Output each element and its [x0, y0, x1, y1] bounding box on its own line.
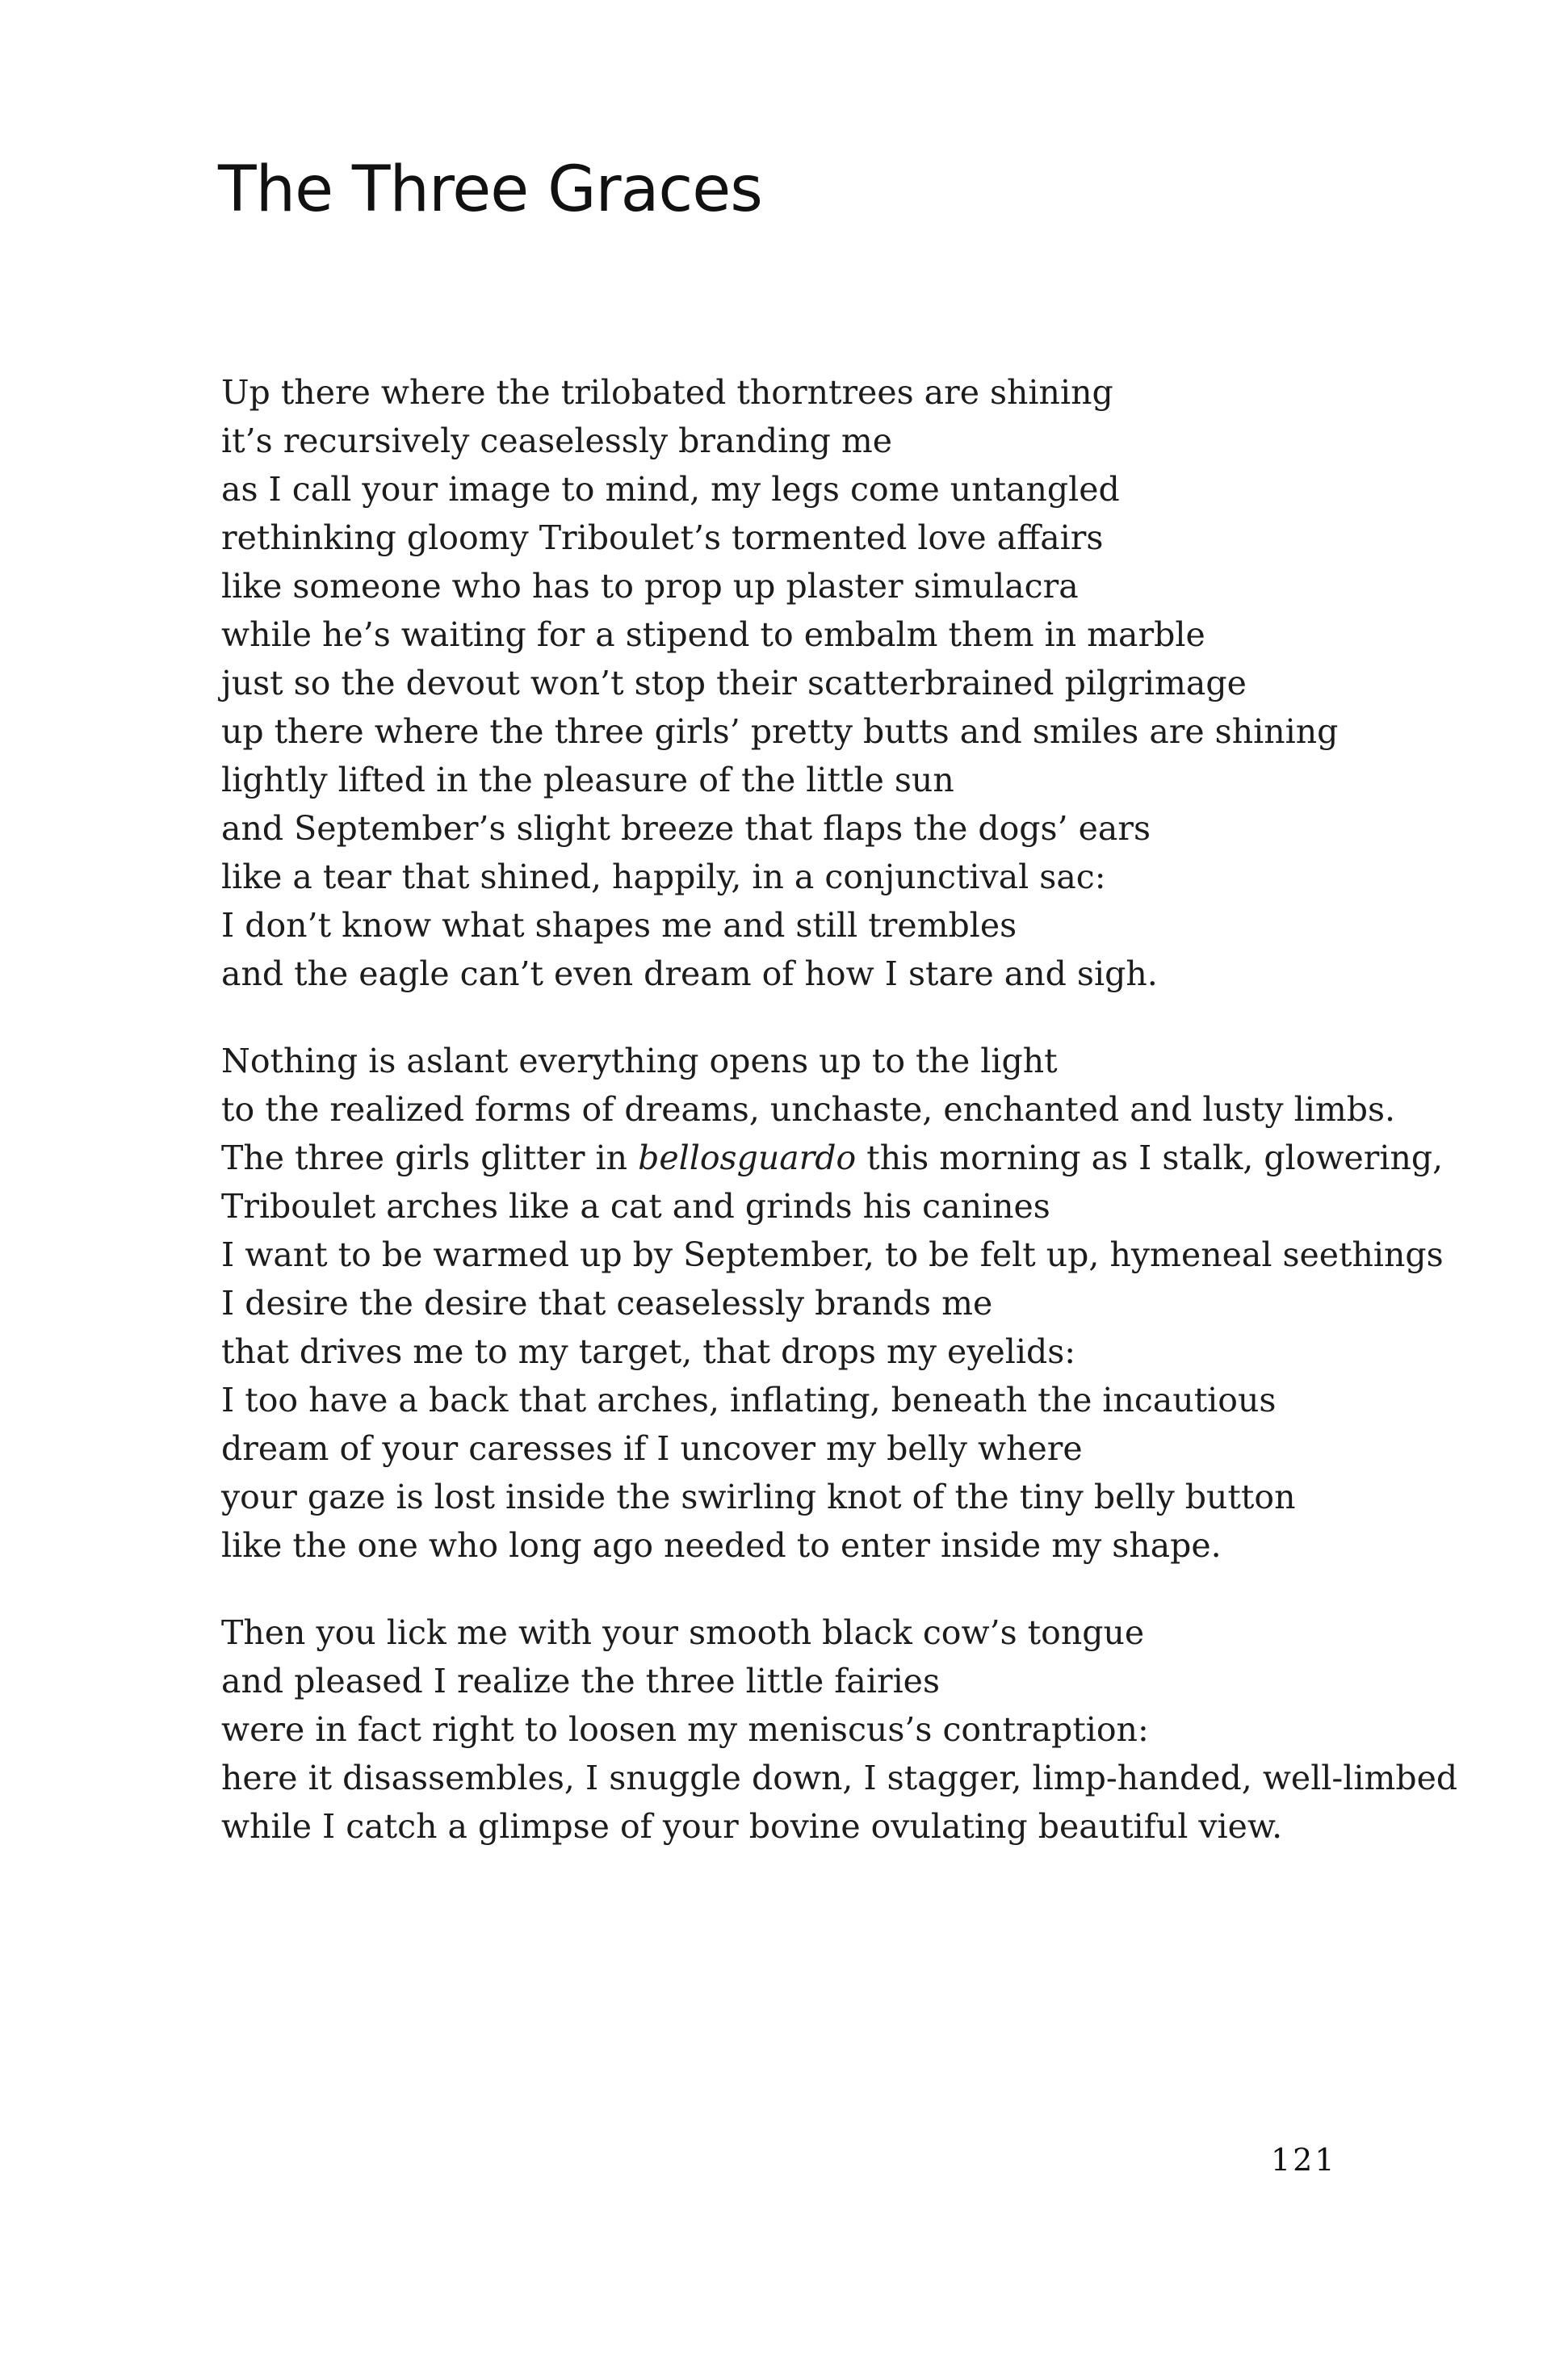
poem-line: and pleased I realize the three little fairies — [221, 1662, 940, 1700]
poem-line: Triboulet arches like a cat and grinds his canines — [221, 1187, 1050, 1226]
poem-line: that drives me to my target, that drops my eyelids: — [221, 1332, 1076, 1371]
poem-line: I too have a back that arches, inflating, beneath the incautious — [221, 1381, 1277, 1419]
stanza-3 — [221, 1608, 1481, 1851]
poem-line: your gaze is lost inside the swirling knot of the tiny belly button — [221, 1478, 1296, 1516]
poem-line: Then you lick me with your smooth black cow’s tongue — [221, 1613, 1145, 1652]
poem-line-text: this morning as I stalk, glowering, — [856, 1138, 1444, 1177]
poem-line-text: The three girls glitter in — [221, 1138, 639, 1177]
poem-line: Nothing is aslant everything opens up to the light — [221, 1042, 1058, 1080]
poem-line: dream of your caresses if I uncover my belly where — [221, 1429, 1083, 1468]
stanza-2 — [221, 1037, 1481, 1570]
page-title: The Three Graces — [218, 153, 762, 226]
poem-line: I don’t know what shapes me and still trembles — [221, 906, 1017, 945]
poem-line — [221, 1134, 1481, 1182]
poem-line: while he’s waiting for a stipend to embalm them in marble — [221, 615, 1205, 654]
poem-line: just so the devout won’t stop their scatterbrained pilgrimage — [221, 664, 1247, 702]
poem-line: like a tear that shined, happily, in a conjunctival sac: — [221, 858, 1106, 896]
poem-line: and the eagle can’t even dream of how I stare and sigh. — [221, 954, 1158, 993]
poem-body — [221, 368, 1481, 1889]
poem-line: like the one who long ago needed to enter inside my shape. — [221, 1526, 1222, 1565]
poem-line: and September’s slight breeze that flaps the dogs’ ears — [221, 809, 1151, 848]
poem-line: to the realized forms of dreams, unchaste, enchanted and lusty limbs. — [221, 1090, 1396, 1129]
poem-line: up there where the three girls’ pretty butts and smiles are shining — [221, 712, 1339, 751]
poem-line: lightly lifted in the pleasure of the little sun — [221, 761, 954, 799]
page-number: 121 — [1271, 2142, 1337, 2178]
poem-line: while I catch a glimpse of your bovine ovulating beautiful view. — [221, 1807, 1283, 1846]
poem-line: I want to be warmed up by September, to be felt up, hymeneal seethings — [221, 1235, 1444, 1274]
poem-line: I desire the desire that ceaselessly brands me — [221, 1284, 993, 1323]
poem-line: were in fact right to loosen my meniscus’s contraption: — [221, 1710, 1149, 1749]
stanza-1 — [221, 368, 1481, 998]
poem-line: it’s recursively ceaselessly branding me — [221, 421, 893, 460]
poem-line: like someone who has to prop up plaster simulacra — [221, 567, 1079, 606]
poem-line: here it disassembles, I snuggle down, I stagger, limp-handed, well-limbed — [221, 1759, 1458, 1797]
poem-line: as I call your image to mind, my legs come untangled — [221, 470, 1120, 509]
poem-line: Up there where the trilobated thorntrees are shining — [221, 373, 1113, 412]
poem-line: rethinking gloomy Triboulet’s tormented love affairs — [221, 518, 1104, 557]
italic-word: bellosguardo — [638, 1138, 857, 1177]
